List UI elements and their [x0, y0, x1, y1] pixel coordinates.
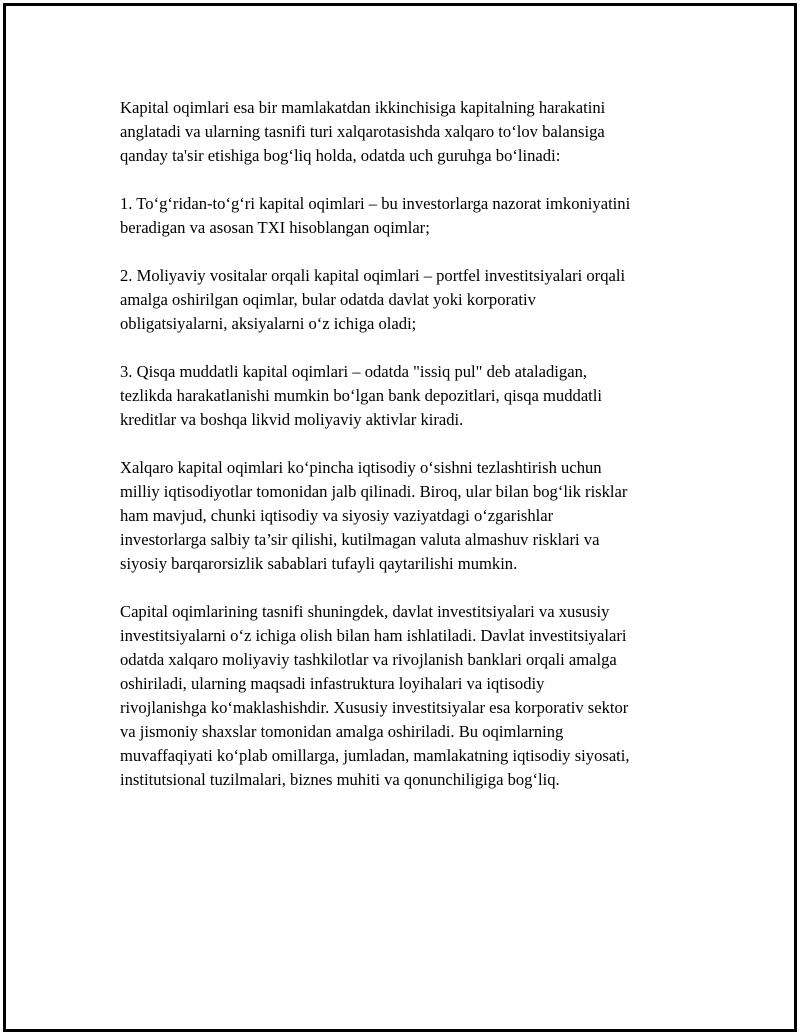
list-item-portfolio-capital-flows: 2. Moliyaviy vositalar orqali kapital oqimlari – portfel investitsiyalari orqali amalga oshirilgan oqimlar, bular odatda davlat yoki korporativ obligatsiyalarni, aksiyalarni o‘z ichiga oladi; [120, 266, 626, 333]
list-item-short-term-capital-flows: 3. Qisqa muddatli kapital oqimlari – odatda "issiq pul" deb ataladigan, tezlikda harakatlanishi mumkin bo‘lgan bank depozitlari, qisqa muddatli kreditlar va boshqa likvid moliyaviy aktivlar kiradi. [120, 362, 603, 429]
document-body [120, 96, 696, 816]
paragraph-public-private-investment: Capital oqimlarining tasnifi shuningdek, davlat investitsiyalari va xususiy investitsiyalarni o‘z ichiga olish bilan ham ishlatiladi. Davlat investitsiyalari odatda xalqaro moliyaviy tashkilotlar va rivojlanish banklari orqali amalga oshiriladi, ularning maqsadi infastruktura loyihalari va iqtisodiy rivojlanishga ko‘maklashishdir. Xususiy investitsiyalar esa korporativ sektor va jismoniy shaxslar tomonidan amalga oshiriladi. Bu oqimlarning muvaffaqiyati ko‘plab omillarga, jumladan, mamlakatning iqtisodiy siyosati, institutsional tuzilmalari, biznes muhiti va qonunchiligiga bog‘liq. [120, 602, 630, 789]
paragraph-intro: Kapital oqimlari esa bir mamlakatdan ikkinchisiga kapitalning harakatini anglatadi va ularning tasnifi turi xalqarotasishda xalqaro to‘lov balansiga qanday ta'sir etishiga bog‘liq holda, odatda uch guruhga bo‘linadi: [120, 98, 606, 165]
page-border [3, 3, 797, 1032]
paragraph-international-capital-flows: Xalqaro kapital oqimlari ko‘pincha iqtisodiy o‘sishni tezlashtirish uchun milliy iqtisodiyotlar tomonidan jalb qilinadi. Biroq, ular bilan bog‘lik risklar ham mavjud, chunki iqtisodiy va siyosiy vaziyatdagi o‘zgarishlar investorlarga salbiy ta’sir qilishi, kutilmagan valuta almashuv risklari va siyosiy barqarorsizlik sabablari tufayli qaytarilishi mumkin. [120, 458, 628, 573]
list-item-direct-capital-flows: 1. To‘g‘ridan-to‘g‘ri kapital oqimlari – bu investorlarga nazorat imkoniyatini beradigan va asosan TXI hisoblangan oqimlar; [120, 194, 631, 237]
